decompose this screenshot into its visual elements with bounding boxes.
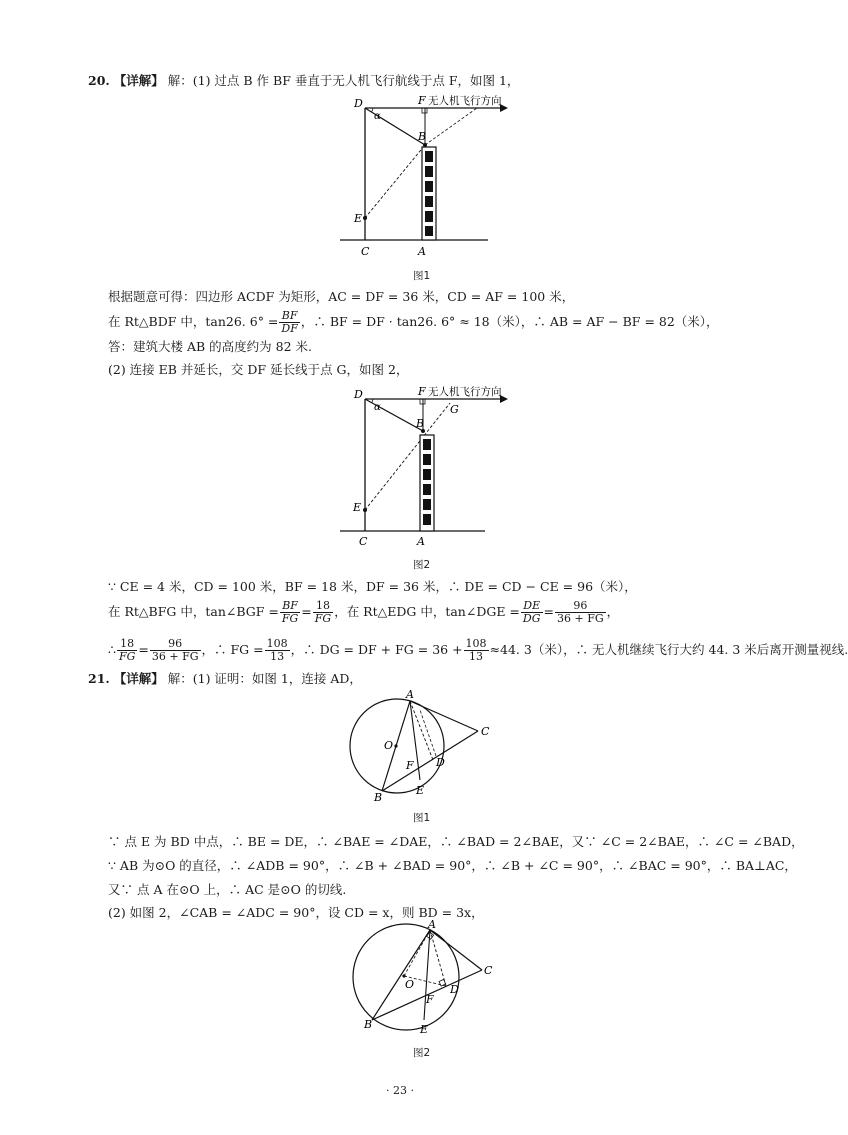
label-A: A <box>417 535 425 548</box>
label-E: E <box>354 212 363 225</box>
q20-figure1 <box>340 93 520 263</box>
segment-AC <box>430 930 482 970</box>
label-C: C <box>359 535 368 548</box>
label-G: G <box>450 403 459 416</box>
segment-AE <box>424 930 430 1020</box>
q20-line5: (2) 连接 EB 并延长，交 DF 延长线于点 G，如图 2， <box>108 362 409 377</box>
label-B: B <box>374 791 383 804</box>
q20-line3 <box>108 310 719 335</box>
label-B: B <box>416 417 425 430</box>
label-flight-direction: 无人机飞行方向 <box>428 386 502 398</box>
page-number: · 23 · <box>386 1084 414 1097</box>
q21-line5: (2) 如图 2，∠CAB = ∠ADC = 90°，设 CD = x，则 BD = 3x， <box>108 905 484 920</box>
fraction-18-fg: $\frac{18}{FG}$ <box>314 599 332 625</box>
q20-line8-b: ，∴ FG = <box>201 642 264 657</box>
label-F: F <box>418 94 426 107</box>
q20-line3-a: 在 Rt△BDF 中，tan26. 6° = <box>108 314 279 329</box>
fraction-bf-fg: $\frac{BF}{FG}$ <box>281 599 299 625</box>
q21-number: 21. <box>88 671 110 686</box>
label-alpha: α <box>374 402 381 413</box>
q20-line7-eq2: = <box>543 604 555 619</box>
point-E <box>363 216 367 220</box>
label-F: F <box>406 759 414 772</box>
q20-line8-d: ≈44. 3（米），∴ 无人机继续飞行大约 44. 3 米后离开测量视线. <box>489 642 848 657</box>
segment-EB <box>365 145 425 218</box>
q21-fig1-caption: 图1 <box>413 812 431 824</box>
q21-fig2-caption: 图2 <box>413 1047 431 1059</box>
q20-fig2-caption: 图2 <box>413 559 431 571</box>
q21-line3: ∵ AB 为⊙O 的直径，∴ ∠ADB = 90°，∴ ∠B + ∠BAD = 90°，∴ ∠B + ∠C = 90°，∴ ∠BAC = 90°，∴ BA⊥AC， <box>108 858 797 873</box>
label-O: O <box>384 739 394 752</box>
q21-tag: 【详解】 <box>113 671 164 686</box>
fraction-96-36fg-b: $\frac{96}{36 + FG}$ <box>151 637 199 663</box>
q21-line4: 又∵ 点 A 在⊙O 上，∴ AC 是⊙O 的切线. <box>108 882 347 897</box>
q20-figure2 <box>340 385 520 550</box>
label-O: O <box>405 978 415 991</box>
q21-figure2 <box>350 920 500 1040</box>
label-A: A <box>406 688 414 701</box>
label-F: F <box>418 385 426 398</box>
segment-AD-dashed <box>430 930 446 986</box>
fraction-bf-df: $\frac{BF}{DF}$ <box>281 309 298 335</box>
point-B <box>423 143 427 147</box>
label-alpha: α <box>374 111 381 122</box>
fraction-108-13: $\frac{108}{13}$ <box>266 637 288 663</box>
q21-line1 <box>88 671 362 687</box>
label-B: B <box>364 1018 373 1031</box>
label-F: F <box>426 993 434 1006</box>
q20-line1 <box>88 73 519 89</box>
q20-line1-text: 解：(1) 过点 B 作 BF 垂直于无人机飞行航线于点 F，如图 1， <box>167 73 520 88</box>
q20-line7-a: 在 Rt△BFG 中，tan∠BGF = <box>108 604 279 619</box>
q20-line3-b: ，∴ BF = DF · tan26. 6° ≈ 18（米），∴ AB = AF − BF = 82（米）， <box>300 314 719 329</box>
label-E: E <box>416 784 425 797</box>
q20-line8 <box>108 638 848 663</box>
q20-fig1-caption: 图1 <box>413 270 431 282</box>
label-B: B <box>418 130 427 143</box>
label-E: E <box>420 1023 429 1036</box>
sight-line-B <box>425 108 477 145</box>
q21-line1-text: 解：(1) 证明：如图 1，连接 AD， <box>167 671 362 686</box>
label-D: D <box>354 97 363 110</box>
label-D: D <box>436 756 445 769</box>
point-E <box>363 508 367 512</box>
q20-tag: 【详解】 <box>113 73 164 88</box>
segment-BC <box>382 731 478 791</box>
fraction-108-13-b: $\frac{108}{13}$ <box>465 637 487 663</box>
q20-line2: 根据题意可得：四边形 ACDF 为矩形，AC = DF = 36 米，CD = AF = 100 米， <box>108 289 575 304</box>
label-A: A <box>418 245 426 258</box>
fraction-18-fg-b: $\frac{18}{FG}$ <box>118 637 136 663</box>
label-A: A <box>428 918 436 931</box>
q20-line6: ∵ CE = 4 米，CD = 100 米，BF = 18 米，DF = 36 米，∴ DE = CD − CE = 96（米）， <box>108 579 637 594</box>
label-C: C <box>361 245 370 258</box>
q20-number: 20. <box>88 73 110 88</box>
q20-line8-eq: = <box>138 642 149 657</box>
label-flight-direction: 无人机飞行方向 <box>428 95 502 107</box>
label-D: D <box>354 388 363 401</box>
q20-line7-b: ，在 Rt△EDG 中，tan∠DGE = <box>334 604 520 619</box>
q21-figure1 <box>350 688 500 806</box>
q20-line8-a: ∴ <box>108 642 116 657</box>
q20-line7 <box>108 600 619 625</box>
q21-line2: ∵ 点 E 为 BD 中点，∴ BE = DE，∴ ∠BAE = ∠DAE，∴ ∠BAD = 2∠BAE，又∵ ∠C = 2∠BAE，∴ ∠C = ∠BAD， <box>108 834 804 849</box>
q20-line7-end: ， <box>606 604 620 619</box>
label-E: E <box>353 501 362 514</box>
label-C: C <box>484 964 493 977</box>
point-O <box>394 744 397 747</box>
q20-line4: 答：建筑大楼 AB 的高度约为 82 米. <box>108 339 312 354</box>
label-D: D <box>450 983 459 996</box>
q20-line8-c: ，∴ DG = DF + FG = 36 + <box>290 642 463 657</box>
fraction-de-dg: $\frac{DE}{DG}$ <box>522 599 541 625</box>
fraction-96-36fg: $\frac{96}{36 + FG}$ <box>557 599 604 625</box>
q20-line7-eq: = <box>301 604 312 619</box>
label-C: C <box>481 725 490 738</box>
segment-EG <box>365 403 450 510</box>
